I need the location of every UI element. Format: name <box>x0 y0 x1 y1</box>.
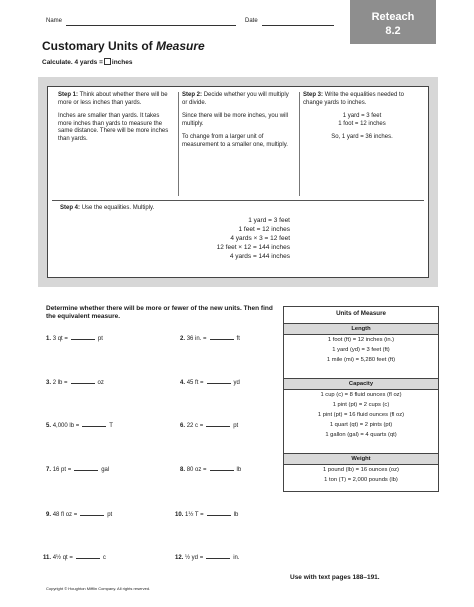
length-row: 1 mile (mi) = 5,280 feet (ft) <box>326 357 396 363</box>
answer-blank[interactable] <box>71 339 95 340</box>
page-title: Customary Units of Measure <box>42 39 205 53</box>
problem-2: 2. 36 in. = ft <box>180 336 240 342</box>
answer-blank[interactable] <box>71 383 95 384</box>
step-divider-1 <box>178 92 179 196</box>
step-divider-2 <box>299 92 300 196</box>
problem-11: 11. 4½ qt = c <box>43 555 106 561</box>
answer-blank[interactable] <box>207 383 231 384</box>
units-table <box>283 306 439 492</box>
problem-6: 6. 22 c = pt <box>180 423 239 429</box>
date-label: Date <box>245 18 258 24</box>
capacity-heading: Capacity <box>284 378 438 390</box>
date-line[interactable] <box>262 25 334 26</box>
badge-line2: 8.2 <box>385 25 401 37</box>
problem-3: 3. 2 lb = oz <box>46 380 104 386</box>
answer-blank[interactable] <box>206 558 230 559</box>
problem-8: 8. 80 oz = lb <box>180 467 242 473</box>
instructions: Determine whether there will be more or fewer of the new units. Then find the equivalent measure. <box>46 305 273 320</box>
capacity-row: 1 pint (pt) = 16 fluid ounces (fl oz) <box>317 412 405 418</box>
answer-blank[interactable] <box>82 426 106 427</box>
answer-blank[interactable] <box>74 470 98 471</box>
answer-blank[interactable] <box>206 426 230 427</box>
step3: Step 3: Write the equalities needed to change yards to inches. 1 yard = 3 feet 1 foot = 12 inches So, 1 yard = 36 inches. <box>303 92 404 140</box>
name-line[interactable] <box>66 25 236 26</box>
capacity-row: 1 gallon (gal) = 4 quarts (qt) <box>325 432 397 438</box>
weight-heading: Weight <box>284 453 438 465</box>
capacity-row: 1 quart (qt) = 2 pints (pt) <box>329 422 393 428</box>
problem-7: 7. 16 pt = gal <box>46 467 110 473</box>
length-row: 1 yard (yd) = 3 feet (ft) <box>332 347 390 353</box>
capacity-row: 1 cup (c) = 8 fluid ounces (fl oz) <box>320 392 402 398</box>
text-pages-note: Use with text pages 188–191. <box>290 574 380 581</box>
units-table-title: Units of Measure <box>336 310 386 317</box>
length-row: 1 foot (ft) = 12 inches (in.) <box>327 337 395 343</box>
step4-equations: 1 yard = 3 feet 1 feet = 12 inches 4 yards × 3 = 12 feet 12 feet × 12 = 144 inches 4 yards = 144 inches <box>216 217 290 260</box>
step2: Step 2: Decide whether you will multiply or divide. Since there will be more inches, you will multiply. To change from a larger unit of measurement to a smaller one, multiply. <box>182 92 289 148</box>
step-divider-h <box>52 200 424 201</box>
problem-4: 4. 45 ft = yd <box>180 380 240 386</box>
problem-1: 1. 3 qt = pt <box>46 336 103 342</box>
answer-blank[interactable] <box>207 515 231 516</box>
reteach-badge <box>350 0 436 44</box>
copyright: Copyright © Houghton Mifflin Company. All rights reserved. <box>46 586 151 591</box>
problem-9: 9. 48 fl oz = pt <box>46 512 113 518</box>
length-heading: Length <box>284 323 438 335</box>
problem-12: 12. ½ yd = in. <box>175 555 240 561</box>
badge-line1: Reteach <box>371 11 415 23</box>
weight-row: 1 pound (lb) = 16 ounces (oz) <box>323 467 399 473</box>
answer-box-icon <box>104 58 111 65</box>
answer-blank[interactable] <box>210 470 234 471</box>
weight-row: 1 ton (T) = 2,000 pounds (lb) <box>324 477 398 483</box>
problem-5: 5. 4,000 lb = T <box>46 423 113 429</box>
answer-blank[interactable] <box>76 558 100 559</box>
capacity-row: 1 pint (pt) = 2 cups (c) <box>332 402 390 408</box>
answer-blank[interactable] <box>80 515 104 516</box>
step1: Step 1: Think about whether there will be more or less inches than yards. Inches are smaller than yards. It takes more inches than yards to measure the same distance. There will be more inches than yards. <box>58 92 169 142</box>
page-subtitle: Calculate. 4 yards = inches <box>42 59 133 66</box>
answer-blank[interactable] <box>210 339 234 340</box>
step4: Step 4: Use the equalities. Multiply. <box>60 205 155 211</box>
problem-10: 10. 1½ T = lb <box>175 512 239 518</box>
name-label: Name <box>46 18 63 24</box>
